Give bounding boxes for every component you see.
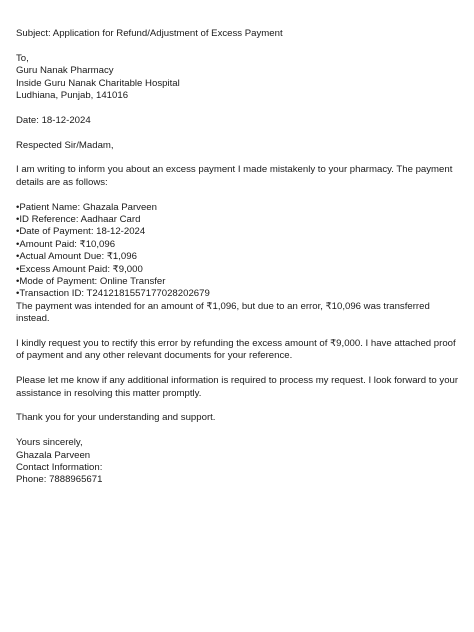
sender-name: Ghazala Parveen: [16, 449, 91, 461]
recipient-address-line-1: Inside Guru Nanak Charitable Hospital: [16, 77, 180, 89]
recipient-to: To,: [16, 52, 29, 64]
recipient-block: [16, 53, 462, 103]
phone-number: Phone: 7888965671: [16, 474, 103, 486]
thanks-text: Thank you for your understanding and support.: [16, 412, 216, 424]
recipient-name: Guru Nanak Pharmacy: [16, 65, 114, 77]
contact-label: Contact Information:: [16, 462, 103, 474]
list-item: •Mode of Payment: Online Transfer: [16, 276, 166, 288]
payment-details-list: [16, 202, 462, 326]
subject-block: [16, 28, 462, 40]
subject-line: Subject: Application for Refund/Adjustment of Excess Payment: [16, 28, 283, 39]
thanks-paragraph: [16, 412, 462, 424]
list-item: •Actual Amount Due: ₹1,096: [16, 251, 137, 263]
list-item: •Transaction ID: T2412181557177028202679: [16, 288, 210, 300]
explanation-text: The payment was intended for an amount of ₹1,096, but due to an error, ₹10,096 was transferred instead.: [16, 300, 430, 325]
list-item: •Patient Name: Ghazala Parveen: [16, 201, 157, 213]
followup-paragraph: [16, 375, 462, 400]
intro-paragraph: [16, 164, 462, 189]
list-item: •Excess Amount Paid: ₹9,000: [16, 263, 143, 275]
date-block: [16, 115, 462, 127]
signoff: Yours sincerely,: [16, 437, 83, 449]
list-item: •Date of Payment: 18-12-2024: [16, 226, 146, 238]
letter-document: [16, 28, 462, 487]
salutation-block: [16, 140, 462, 152]
intro-text: I am writing to inform you about an excess payment I made mistakenly to your pharmacy. The payment details are as follows:: [16, 164, 453, 188]
request-paragraph: [16, 338, 462, 363]
letter-date: Date: 18-12-2024: [16, 114, 91, 126]
list-item: •ID Reference: Aadhaar Card: [16, 214, 141, 226]
recipient-address-line-2: Ludhiana, Punjab, 141016: [16, 90, 129, 102]
closing-block: [16, 437, 462, 487]
request-text: I kindly request you to rectify this error by refunding the excess amount of ₹9,000. I have attached proof of payment and any other relevant documents for your reference.: [16, 338, 456, 362]
followup-text: Please let me know if any additional information is required to process my request. I look forward to your assistance in resolving this matter promptly.: [16, 375, 459, 399]
list-item: •Amount Paid: ₹10,096: [16, 238, 116, 250]
salutation: Respected Sir/Madam,: [16, 139, 114, 151]
